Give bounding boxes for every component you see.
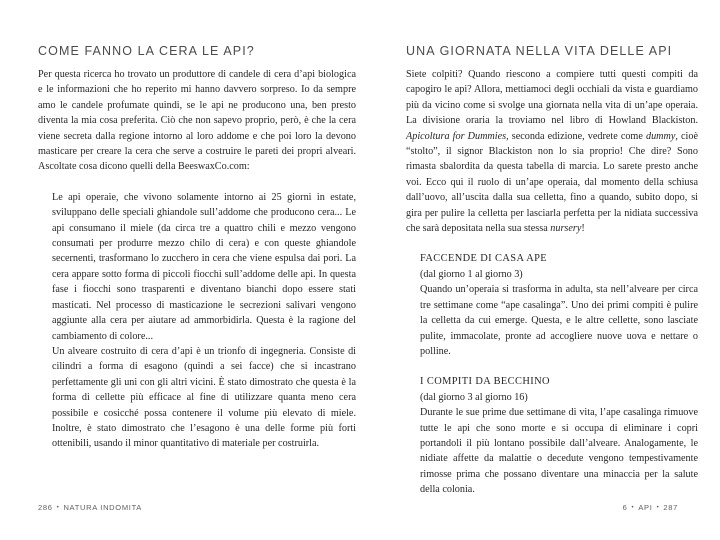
footer-chapter-number: 6: [622, 503, 628, 512]
right-page-footer: [623, 503, 678, 512]
quote-paragraph: Le api operaie, che vivono solamente intorno ai 25 giorni in estate, sviluppano delle speciali ghiandole sull’addome che producono cera... Le api consumano il miele (da circa tre a quattro chili e mezzo vengono consumati per produrre mezzo chilo di cera) e con queste ghiandole secernenti, trasformano lo zucchero in cera che viene espulsa dai pori. La cera appare sotto forma di piccoli fiocchi sull’addome delle api. In questa fase i fiocchi sono trasparenti e diventano bianchi dopo essere stati masticati. Nel processo di masticazione le secrezioni salivari vengono aggiunte alla cera per aiutare ad ammorbidirla. Questa è la ragione del cambiamento di colore...: [52, 191, 356, 342]
left-intro-paragraph: Per questa ricerca ho trovato un produttore di candele di cera d’api biologica e le informazioni che ho reperito mi hanno davvero sorpreso. Io da sempre amo le candele profumate quindi, se le api ne producono una, ben presto diventa la mia cosa preferita. Ciò che non sapevo proprio, però, è che la cera viene secreta dalla regione intorno al loro addome e che poi loro la devono masticare per creare la cera che serve a costruire le pareti dei propri alveari. Ascoltate cosa dicono quelli della BeeswaxCo.com:: [38, 69, 356, 173]
left-page-footer: [38, 503, 142, 512]
right-page-heading: UNA GIORNATA NELLA VITA DELLE API: [406, 44, 673, 58]
subsection-title: FACCENDE DI CASA APE: [420, 253, 548, 265]
footer-page-number: 286: [38, 503, 53, 512]
subsection-body: Durante le sue prime due settimane di vita, l’ape casalinga rimuove tutte le api che sono morte e si occupa di eliminare i copri portandoli il più lontano possibile dall’alveare. Analogamente, le nidiate affette da malattie o decedute vengono tempestivamente rimosse prima che possano diventare una minaccia per la salute della colonia.: [420, 407, 698, 496]
left-page-heading: COME FANNO LA CERA LE API?: [38, 44, 255, 58]
left-page-column: [38, 44, 356, 452]
quote-paragraph: Un alveare costruito di cera d’api è un trionfo di ingegneria. Consiste di cilindri a forma di esagono (quindi a sei facce) che si incastrano perfettamente gli uni con gli altri vicini. È stato dimostrato che questa è la forma di cellette più efficace al fine di utilizzare quanta meno cera possibile e cosicché possa contenere il volume più elevato di miele. Inoltre, è stato dimostrato che l’esagono è una delle forme più forti ottenibili, usando il minor quantitativo di materiale per costruirla.: [52, 345, 356, 450]
subsection-compiti-da-becchino: [420, 374, 698, 497]
right-intro-paragraph: Siete colpiti? Quando riescono a compiere tutti questi compiti da capogiro le api? Allora, mettiamoci degli occhiali da vista e guardiamo più da vicino come si svolge una giornata nella vita di un’ape operaia. La divisione oraria la troviamo nel libro di Howland Blackiston. Apicoltura for Dummies, seconda edizione, vedrete come dummy, cioè “stolto”, il signor Blackiston non lo sia proprio! Che dire? Sono rimasta sbalordita da questa tabella di marcia. Lo sarete presto anche voi. Ecco qui il ruolo di un’ape operaia, dal momento della schiusa dall’uovo, all’uscita dalla sua celletta, fino a quando, subito dopo, si gira per pulire la celletta per lasciarla perfetta per la nidiata successiva che sarà depositata nella sua stessa nursery!: [406, 69, 699, 235]
subsection-subtitle: (dal giorno 1 al giorno 3): [420, 268, 523, 280]
subsection-body: Quando un’operaia si trasforma in adulta, sta nell’alveare per circa tre settimane come “ape casalinga”. Uno dei primi compiti è pulire la celletta da cui emerge. Questa, e le altre cellette, sono lasciate pulite, immacolate, pronte ad accogliere nuove uova e nettare o polline.: [420, 284, 698, 357]
footer-separator: •: [656, 505, 660, 511]
beeswax-quote-block: [52, 190, 356, 452]
right-page-column: [406, 44, 698, 498]
footer-separator: •: [56, 505, 60, 511]
footer-book-title: NATURA INDOMITA: [63, 503, 142, 512]
footer-separator: •: [631, 505, 635, 511]
subsection-faccende-di-casa-ape: [420, 251, 698, 359]
subsection-title: I COMPITI DA BECCHINO: [420, 376, 550, 388]
footer-chapter-title: API: [638, 503, 653, 512]
subsection-subtitle: (dal giorno 3 al giorno 16): [420, 391, 528, 403]
footer-page-number: 287: [663, 503, 678, 512]
